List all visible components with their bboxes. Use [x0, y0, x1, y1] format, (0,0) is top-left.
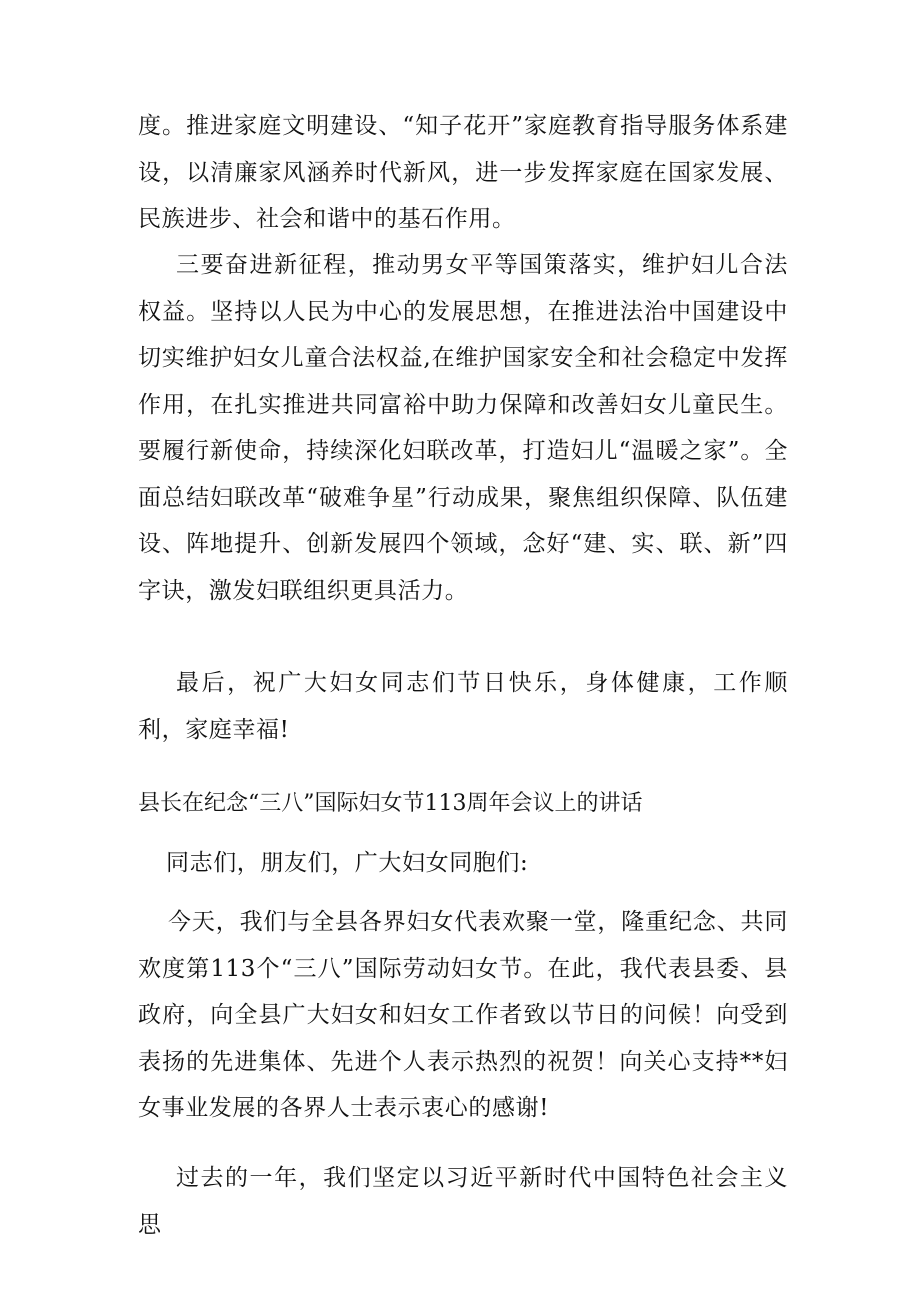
paragraph-family-civilization: 度。推进家庭文明建设、“知子花开”家庭教育指导服务体系建设，以清廉家风涵养时代新风，进一步发挥家庭在国家发展、民族进步、社会和谐中的基石作用。: [138, 113, 788, 232]
paragraph-closing-wishes: 最后，祝广大妇女同志们节日快乐，身体健康，工作顺利，家庭幸福!: [138, 670, 788, 743]
speech-title: 县长在纪念“三八”国际妇女节113周年会议上的讲话: [138, 791, 643, 816]
paragraph-third-point: 三要奋进新征程，推动男女平等国策落实，维护妇儿合法权益。坚持以人民为中心的发展思想，在推进法治中国建设中切实维护妇女儿童合法权益,在维护国家安全和社会稳定中发挥作用，在扎实推进共同富裕中助力保障和改善妇女儿童民生。要履行新使命，持续深化妇联改革，打造妇儿“温暖之家”。全面总结妇联改革“破难争星”行动成果，聚焦组织保障、队伍建设、阵地提升、创新发展四个领域，念好“建、实、联、新”四字诀，激发妇联组织更具活力。: [138, 252, 788, 604]
paragraph-past-year: 过去的一年，我们坚定以习近平新时代中国特色社会主义思: [138, 1165, 788, 1238]
speech-salutation: 同志们，朋友们，广大妇女同胞们:: [166, 850, 529, 876]
paragraph-opening: 今天，我们与全县各界妇女代表欢聚一堂，隆重纪念、共同欢度第113个“三八”国际劳动妇女节。在此，我代表县委、县政府，向全县广大妇女和妇女工作者致以节日的问候！向受到表扬的先进集体、先进个人表示热烈的祝贺！向关心支持**妇女事业发展的各界人士表示衷心的感谢!: [138, 909, 788, 1121]
